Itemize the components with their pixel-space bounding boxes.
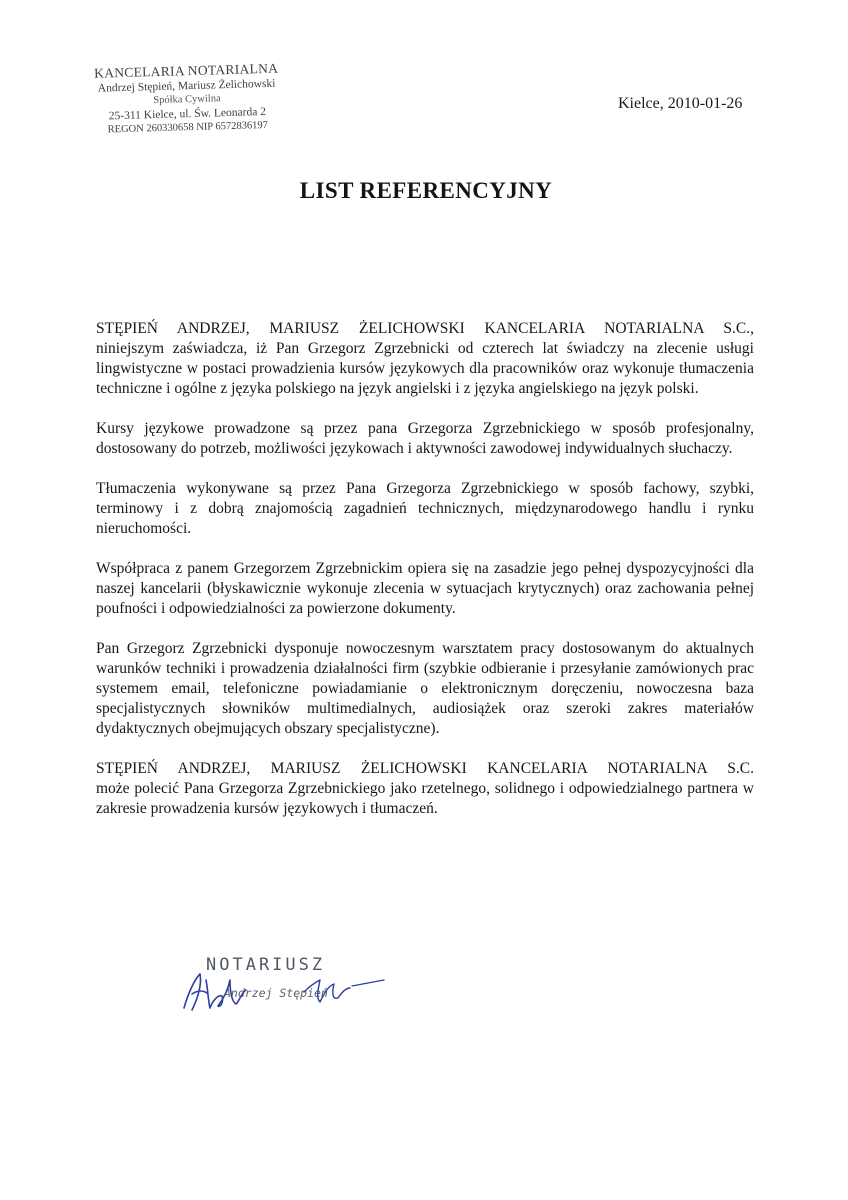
- paragraph-1-text: niniejszym zaświadcza, iż Pan Grzegorz Zgrzebnicki od czterech lat świadczy na zlecenie usługi lingwistyczne w postaci prowadzienia kursów językowych dla pracowników oraz wykonuje tłumaczenia techniczne i ogólne z języka polskiego na język angielski i z języka angielskiego na język polski.: [96, 340, 754, 397]
- paragraph-6-heading: STĘPIEŃ ANDRZEJ, MARIUSZ ŻELICHOWSKI KANCELARIA NOTARIALNA S.C.: [96, 760, 754, 777]
- paragraph-3: Tłumaczenia wykonywane są przez Pana Grzegorza Zgrzebnickiego w sposób fachowy, szybki, terminowy i z dobrą znajomością zagadnień technicznych, międzynarodowego handlu i rynku nieruchomości.: [96, 480, 754, 537]
- paragraph-1-heading: STĘPIEŃ ANDRZEJ, MARIUSZ ŻELICHOWSKI KANCELARIA NOTARIALNA S.C.,: [96, 320, 754, 337]
- paragraph-6-text: może polecić Pana Grzegorza Zgrzebnickiego jako rzetelnego, solidnego i odpowiedzialnego partnera w zakresie prowadzenia kursów językowych i tłumaczeń.: [96, 780, 754, 817]
- signature-stamp-title: NOTARIUSZ: [206, 955, 326, 975]
- paragraph-5: Pan Grzegorz Zgrzebnicki dysponuje nowoczesnym warsztatem pracy dostosowanym do aktualnych warunków techniki i prowadzenia działalności firm (szybkie odbieranie i przesyłanie zamówionych prac systemem email, telefoniczne powiadamianie o elektronicznym doręczeniu, nowoczesna baza specjalistycznych słowników multimedialnych, audiosiążek oraz szeroki zakres materiałów dydaktycznych obejmujących obszary specjalistyczne).: [96, 640, 754, 737]
- signature-stamp-name: Andrzej Stępień: [224, 986, 328, 1000]
- document-date: Kielce, 2010-01-26: [618, 95, 743, 112]
- paragraph-6: [96, 759, 754, 819]
- stamp-address: 25-311 Kielce, ul. Św. Leonarda 2: [108, 105, 267, 123]
- notary-signature-stamp: [178, 950, 388, 1030]
- stamp-notary-names: Andrzej Stępień, Mariusz Żelichowski: [97, 77, 276, 95]
- paragraph-2: Kursy językowe prowadzone są przez pana Grzegorza Zgrzebnickiego w sposób profesjonalny, dostosowany do potrzeb, możliwości językowach i aktywności zawodowej indywidualnych słuchaczy.: [96, 420, 754, 457]
- handwritten-signature: [178, 950, 388, 1030]
- stamp-office-name: KANCELARIA NOTARIALNA: [93, 60, 279, 81]
- letter-body: [96, 319, 754, 839]
- document-title: LIST REFERENCYJNY: [299, 178, 553, 203]
- paragraph-4: Współpraca z panem Grzegorzem Zgrzebnickim opiera się na zasadzie jego pełnej dyspozycyjności dla naszej kancelarii (błyskawicznie wykonuje zlecenia w sytuacjach krytycznych) oraz zachowania pełnej poufności i odpowiedzialności za powierzone dokumenty.: [96, 560, 754, 617]
- stamp-company-type: Spółka Cywilna: [153, 93, 221, 107]
- notary-header-stamp: [86, 60, 288, 138]
- stamp-regon-nip: REGON 260330658 NIP 6572836197: [107, 119, 269, 136]
- paragraph-1: [96, 319, 754, 399]
